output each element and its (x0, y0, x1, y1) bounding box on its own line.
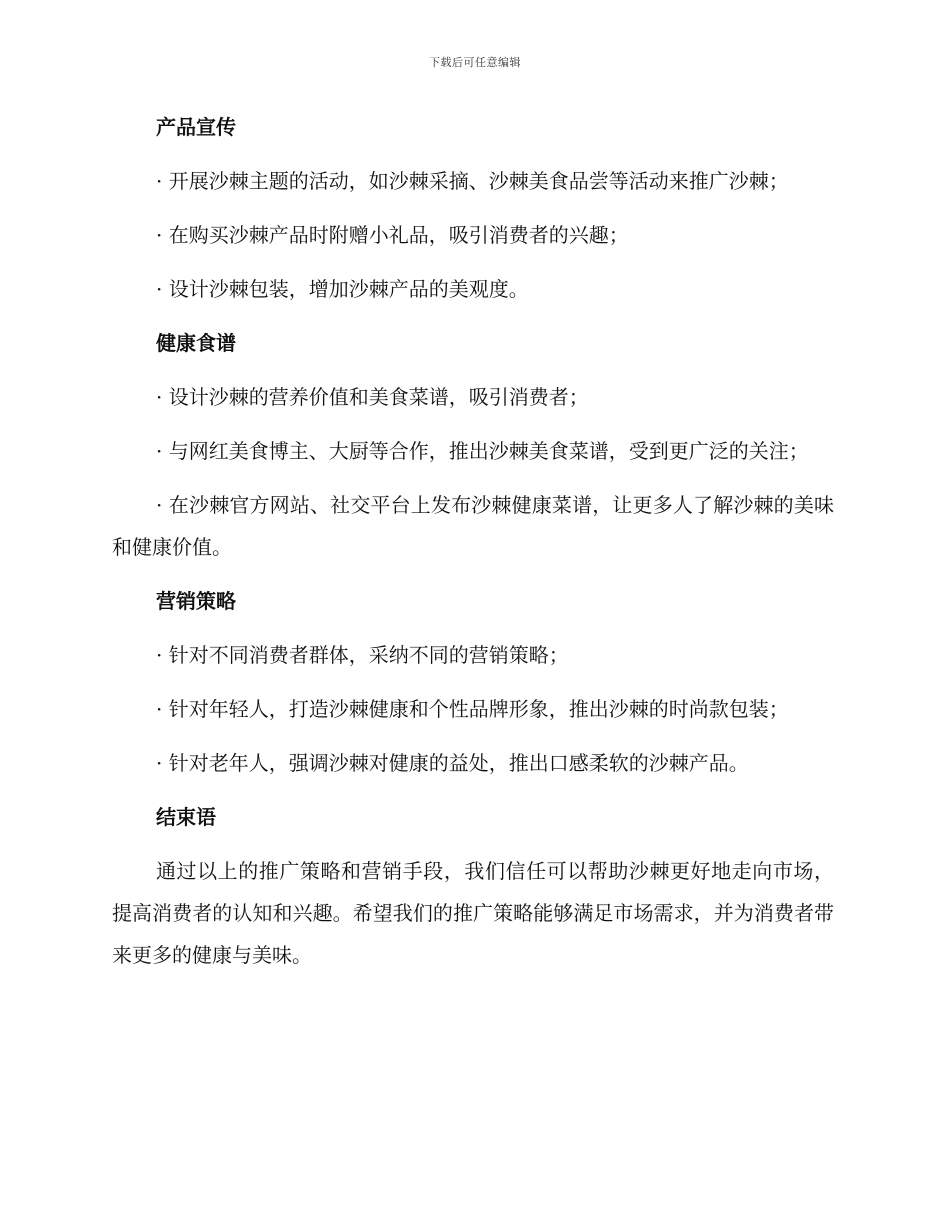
section-conclusion (112, 796, 834, 976)
bullet-paragraph: · 针对老年人，强调沙棘对健康的益处，推出口感柔软的沙棘产品。 (156, 751, 749, 775)
bullet-paragraph: · 设计沙棘包装，增加沙棘产品的美观度。 (156, 277, 529, 301)
bullet-paragraph: · 针对年轻人，打造沙棘健康和个性品牌形象，推出沙棘的时尚款包装； (156, 697, 789, 721)
section-product-promotion (112, 106, 834, 310)
section-heading: 结束语 (156, 805, 216, 829)
body-paragraph: 通过以上的推广策略和营销手段，我们信任可以帮助沙棘更好地走向市场，提高消费者的认知和兴趣。希望我们的推广策略能够满足市场需求，并为消费者带来更多的健康与美味。 (112, 859, 834, 967)
section-heading: 产品宣传 (156, 115, 236, 139)
section-heading: 健康食谱 (156, 331, 236, 355)
section-heading: 营销策略 (156, 589, 236, 613)
page-header-note: 下载后可任意编辑 (429, 56, 521, 69)
bullet-paragraph: · 设计沙棘的营养价值和美食菜谱，吸引消费者； (156, 385, 589, 409)
section-marketing-strategy (112, 580, 834, 784)
section-healthy-recipes (112, 322, 834, 568)
bullet-paragraph: · 与网红美食博主、大厨等合作，推出沙棘美食菜谱，受到更广泛的关注； (156, 439, 809, 463)
bullet-paragraph: · 针对不同消费者群体，采纳不同的营销策略； (156, 643, 569, 667)
document-body (112, 106, 834, 988)
bullet-paragraph: · 在沙棘官方网站、社交平台上发布沙棘健康菜谱，让更多人了解沙棘的美味和健康价值。 (112, 493, 834, 559)
bullet-paragraph: · 开展沙棘主题的活动，如沙棘采摘、沙棘美食品尝等活动来推广沙棘； (156, 169, 789, 193)
bullet-paragraph: · 在购买沙棘产品时附赠小礼品，吸引消费者的兴趣； (156, 223, 629, 247)
